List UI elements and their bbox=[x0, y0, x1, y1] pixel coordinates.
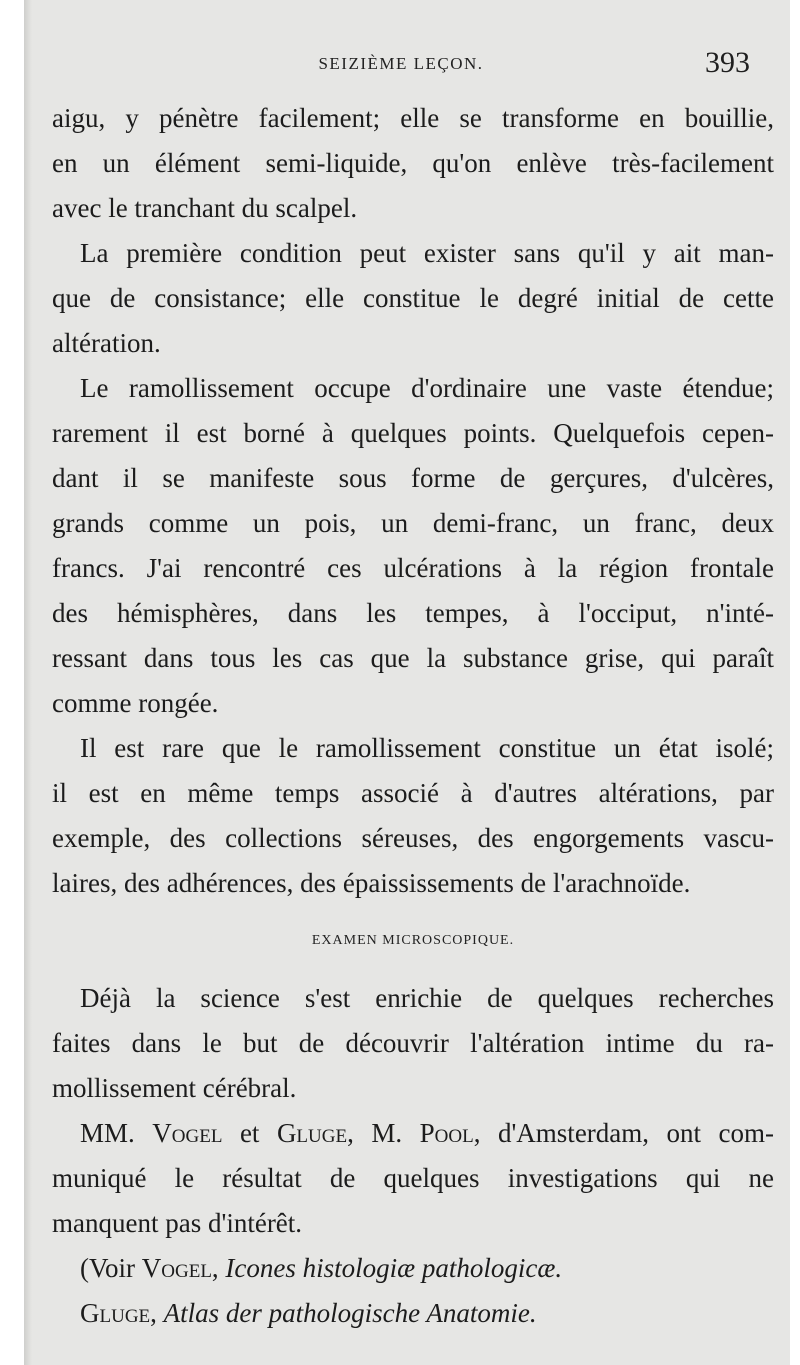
author-name: Vogel bbox=[141, 1253, 212, 1283]
text-line: il est en même temps associé à d'autres altérations, par bbox=[52, 778, 774, 808]
text-fragment: MM. bbox=[80, 1118, 153, 1148]
running-title: SEIZIÈME LEÇON. bbox=[318, 54, 484, 73]
author-name: Vogel bbox=[152, 1118, 223, 1148]
text-line: mollissement cérébral. bbox=[52, 1073, 297, 1103]
text-line: exemple, des collections séreuses, des engorgements vascu- bbox=[52, 823, 774, 853]
text-fragment: et bbox=[222, 1118, 277, 1148]
text-line: dant il se manifeste sous forme de gerçures, d'ulcères, bbox=[52, 463, 774, 493]
text-line: que de consistance; elle constitue le degré initial de cette bbox=[52, 283, 774, 313]
text-line: avec le tranchant du scalpel. bbox=[52, 193, 358, 223]
text-line: rarement il est borné à quelques points. Quelquefois cepen- bbox=[52, 418, 774, 448]
text-fragment: (Voir bbox=[80, 1253, 142, 1283]
text-line: aigu, y pénètre facilement; elle se transforme en bouillie, bbox=[52, 103, 774, 133]
text-line: francs. J'ai rencontré ces ulcérations à la région frontale bbox=[52, 553, 774, 583]
text-line: ressant dans tous les cas que la substance grise, qui paraît bbox=[52, 643, 774, 673]
text-line: Déjà la science s'est enrichie de quelques recherches bbox=[80, 983, 774, 1013]
book-title: Icones histologiæ pathologicæ. bbox=[225, 1253, 563, 1283]
text-line: faites dans le but de découvrir l'altération intime du ra- bbox=[52, 1028, 774, 1058]
text-line: La première condition peut exister sans qu'il y ait man- bbox=[80, 238, 774, 268]
book-title: Atlas der pathologische Anatomie. bbox=[163, 1298, 537, 1328]
text-line: manquent pas d'intérêt. bbox=[52, 1208, 303, 1238]
text-line: comme rongée. bbox=[52, 688, 219, 718]
text-line: altération. bbox=[52, 328, 161, 358]
text-line bbox=[52, 1111, 774, 1156]
running-head bbox=[52, 46, 750, 80]
text-line bbox=[52, 1246, 774, 1291]
author-name: Gluge bbox=[276, 1118, 348, 1148]
text-line: Le ramollissement occupe d'ordinaire une vaste étendue; bbox=[80, 373, 774, 403]
book-page bbox=[24, 0, 790, 1365]
text-line: muniqué le résultat de quelques investigations qui ne bbox=[52, 1163, 774, 1193]
page-number: 393 bbox=[705, 46, 750, 79]
text-line: Il est rare que le ramollissement constitue un état isolé; bbox=[80, 733, 774, 763]
text-line bbox=[52, 1291, 774, 1336]
body-text bbox=[52, 96, 774, 1336]
text-line: des hémisphères, dans les tempes, à l'occiput, n'inté- bbox=[52, 598, 774, 628]
text-fragment: , bbox=[211, 1253, 226, 1283]
author-name: Pool bbox=[419, 1118, 474, 1148]
author-name: Gluge bbox=[80, 1298, 151, 1328]
text-line: laires, des adhérences, des épaississements de l'arachnoïde. bbox=[52, 868, 691, 898]
text-fragment: , bbox=[150, 1298, 164, 1328]
text-fragment: , d'Amsterdam, ont com- bbox=[473, 1118, 774, 1148]
text-line: en un élément semi-liquide, qu'on enlève très-facilement bbox=[52, 148, 774, 178]
text-line: grands comme un pois, un demi-franc, un franc, deux bbox=[52, 508, 774, 538]
text-fragment: , M. bbox=[347, 1118, 420, 1148]
section-heading: EXAMEN MICROSCOPIQUE. bbox=[311, 933, 515, 948]
